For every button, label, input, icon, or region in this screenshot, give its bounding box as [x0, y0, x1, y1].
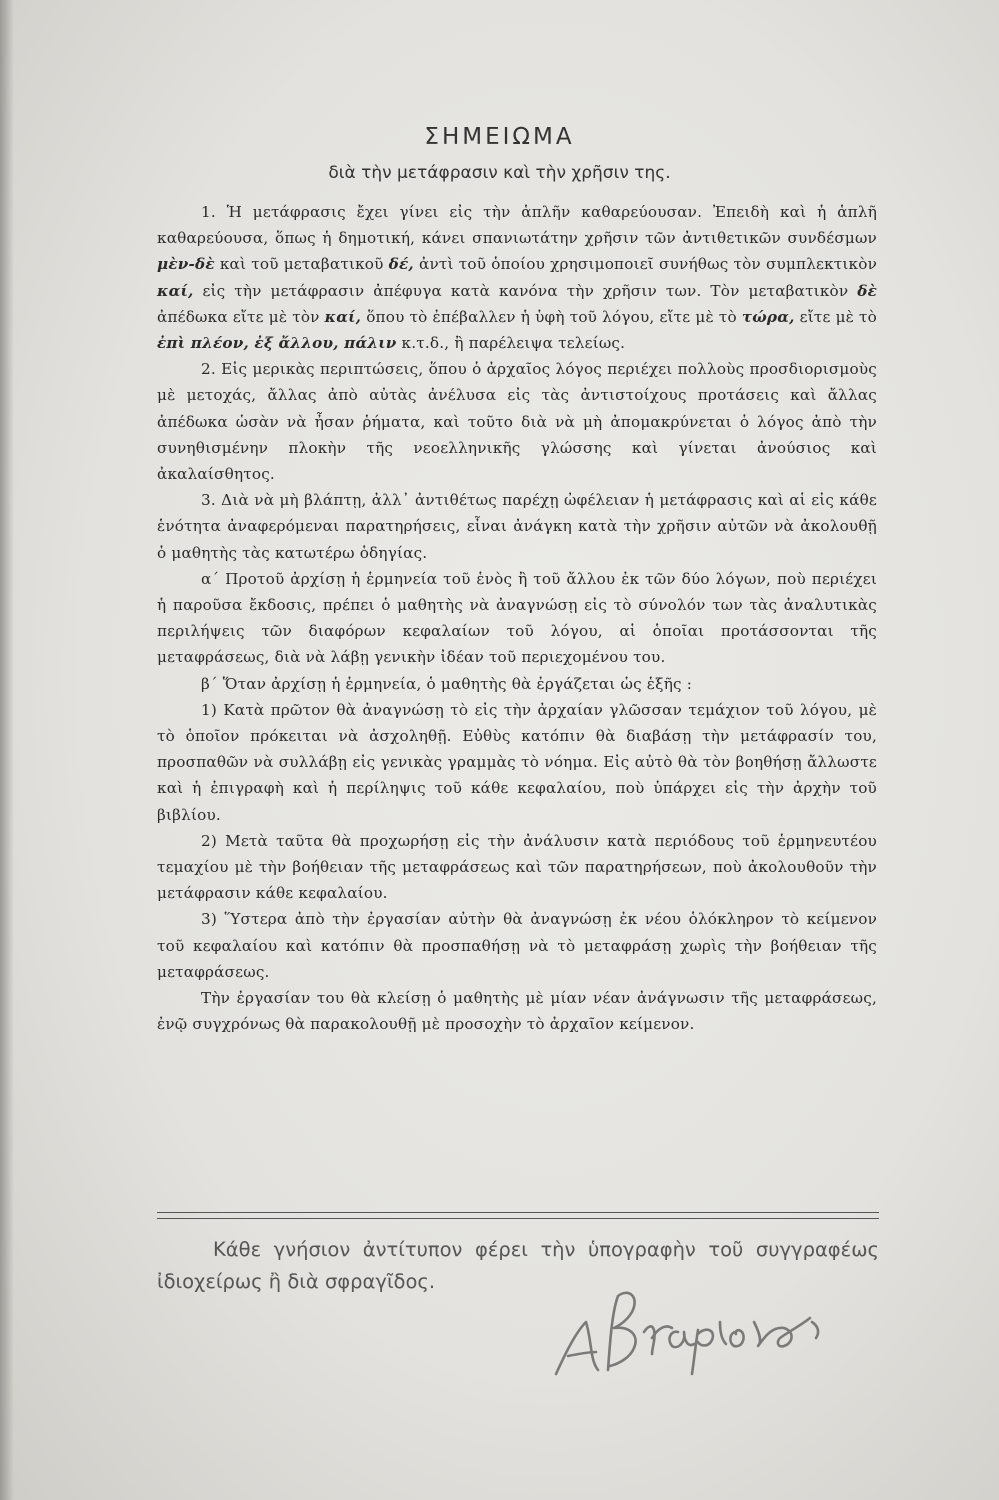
- p1-text-a: 1. Ἡ μετάφρασις ἔχει γίνει εἰς τὴν ἁπλῆν καθαρεύουσαν. Ἐπειδὴ καὶ ἡ ἁπλῆ καθαρεύουσα, ὅπως ἡ δημοτική, κάνει σπανιωτάτην χρῆσιν τῶν ἀντιθετικῶν συνδέσμων: [157, 203, 877, 248]
- closing-paragraph: Τὴν ἐργασίαν του θὰ κλείσῃ ὁ μαθητὴς μὲ μίαν νέαν ἀνάγνωσιν τῆς μεταφράσεως, ἐνῷ συγχρόνως θὰ παρακολουθῇ μὲ προσοχὴν τὸ ἀρχαῖον κείμενον.: [157, 989, 877, 1034]
- page-subtitle: διὰ τὴν μετάφρασιν καὶ τὴν χρῆσιν της.: [328, 163, 671, 183]
- paragraph-1: [157, 199, 877, 356]
- instruction-b: β΄ Ὅταν ἀρχίσῃ ἡ ἑρμηνεία, ὁ μαθητὴς θὰ ἐργάζεται ὡς ἑξῆς :: [201, 674, 693, 693]
- instruction-b-step-2: 2) Μετὰ ταῦτα θὰ προχωρήσῃ εἰς τὴν ἀνάλυσιν κατὰ περιόδους τοῦ ἑρμηνευτέου τεμαχίου μὲ τὴν βοήθειαν τῆς μεταφράσεως καὶ τῶν παρατηρήσεων, ποὺ ἀκολουθοῦν τὴν μετάφρασιν κάθε κεφαλαίου.: [157, 831, 877, 903]
- p1-text-b: καὶ τοῦ μεταβατικοῦ: [219, 255, 384, 274]
- p1-text-d: εἰς τὴν μετάφρασιν ἀπέφυγα κατὰ κανόνα τὴν χρῆσιν των. Τὸν μεταβατικὸν: [202, 281, 849, 300]
- p1-emphasis-e: καί,: [324, 307, 362, 326]
- divider-line-bottom: [157, 1218, 879, 1219]
- p1-emphasis-c: καί,: [157, 281, 194, 300]
- p1-text-c: ἀντὶ τοῦ ὁποίου χρησιμοποιεῖ συνήθως τὸν συμπλεκτικὸν: [419, 255, 878, 274]
- authenticity-notice: Κάθε γνήσιον ἀντίτυπον φέρει τὴν ὑπογραφὴν τοῦ συγγραφέως ἰδιοχείρως ἢ διὰ σφραγῖδος.: [157, 1238, 879, 1293]
- divider-line-top: [157, 1212, 879, 1213]
- page-edge-shadow: [0, 0, 14, 1500]
- page-title: ΣΗΜΕΙΩΜΑ: [424, 124, 575, 150]
- p1-emphasis-d: δὲ: [857, 281, 877, 300]
- p1-text-g: εἴτε μὲ τὸ: [799, 307, 878, 326]
- instruction-b-step-3: 3) Ὕστερα ἀπὸ τὴν ἐργασίαν αὐτὴν θὰ ἀναγνώσῃ ἐκ νέου ὁλόκληρον τὸ κείμενον τοῦ κεφαλαίου καὶ κατόπιν θὰ προσπαθήσῃ νὰ τὸ μεταφράσῃ χωρὶς τὴν βοήθειαν τῆς μεταφράσεως.: [157, 910, 877, 981]
- paragraph-3: 3. Διὰ νὰ μὴ βλάπτῃ, ἀλλ᾽ ἀντιθέτως παρέχῃ ὠφέλειαν ἡ μετάφρασις καὶ αἱ εἰς κάθε ἑνότητα ἀναφερόμεναι παρατηρήσεις, εἶναι ἀνάγκη κατὰ τὴν χρῆσιν αὐτῶν νὰ ἀκολουθῇ ὁ μαθητὴς τὰς κατωτέρω ὁδηγίας.: [157, 491, 877, 562]
- p1-emphasis-a: μὲν-δὲ: [157, 255, 215, 274]
- p1-emphasis-f: τώρα,: [741, 307, 795, 326]
- instruction-a: α΄ Προτοῦ ἀρχίσῃ ἡ ἑρμηνεία τοῦ ἑνὸς ἢ τοῦ ἄλλου ἐκ τῶν δύο λόγων, ποὺ περιέχει ἡ παροῦσα ἔκδοσις, πρέπει ὁ μαθητὴς νὰ ἀναγνώσῃ εἰς τὸ σύνολόν των τὰς ἀναλυτικὰς περιλήψεις τῶν διαφόρων κεφαλαίων τοῦ λόγου, αἱ ὁποῖαι προτάσσονται τῆς μεταφράσεως, διὰ νὰ λάβῃ γενικὴν ἰδέαν τοῦ περιεχομένου του.: [157, 569, 877, 667]
- document-body: [157, 199, 877, 1038]
- paragraph-2: 2. Εἰς μερικὰς περιπτώσεις, ὅπου ὁ ἀρχαῖος λόγος περιέχει πολλοὺς προσδιορισμοὺς μὲ μετοχάς, ἄλλας ἀπὸ αὐτὰς ἀνέλυσα εἰς τὰς ἀντιστοίχους προτάσεις καὶ ἄλλας ἀπέδωκα ὡσὰν νὰ ἦσαν ῥήματα, καὶ τοῦτο διὰ νὰ μὴ ἀπομακρύνεται ὁ λόγος ἀπὸ τὴν συνηθισμένην πλοκὴν τῆς νεοελληνικῆς γλώσσης καὶ γίνεται ἀνούσιος καὶ ἀκαλαίσθητος.: [157, 360, 877, 484]
- instruction-b-step-1: 1) Κατὰ πρῶτον θὰ ἀναγνώσῃ τὸ εἰς τὴν ἀρχαίαν γλῶσσαν τεμάχιον τοῦ λόγου, μὲ τὸ ὁποῖον πρόκειται νὰ ἀσχοληθῇ. Εὐθὺς κατόπιν θὰ διαβάσῃ τὴν μετάφρασίν του, προσπαθῶν νὰ συλλάβῃ εἰς γενικὰς γραμμὰς τὸ νόημα. Εἰς αὐτὸ θὰ τὸν βοηθήσῃ ἄλλωστε καὶ ἡ ἐπιγραφὴ καὶ ἡ περίληψις τοῦ κάθε κεφαλαίου, ποὺ ὑπάρχει εἰς τὴν ἀρχὴν τοῦ βιβλίου.: [157, 700, 877, 824]
- p1-text-e: ἀπέδωκα εἴτε μὲ τὸν: [157, 307, 320, 326]
- p1-emphasis-g: ἐπὶ πλέον, ἐξ ἄλλου, πάλιν: [157, 334, 397, 353]
- author-signature: [548, 1282, 838, 1382]
- p1-emphasis-b: δέ,: [388, 255, 414, 274]
- p1-text-h: κ.τ.δ., ἢ παρέλειψα τελείως.: [401, 334, 626, 353]
- p1-text-f: ὅπου τὸ ἐπέβαλλεν ἡ ὑφὴ τοῦ λόγου, εἴτε μὲ τὸ: [366, 307, 737, 326]
